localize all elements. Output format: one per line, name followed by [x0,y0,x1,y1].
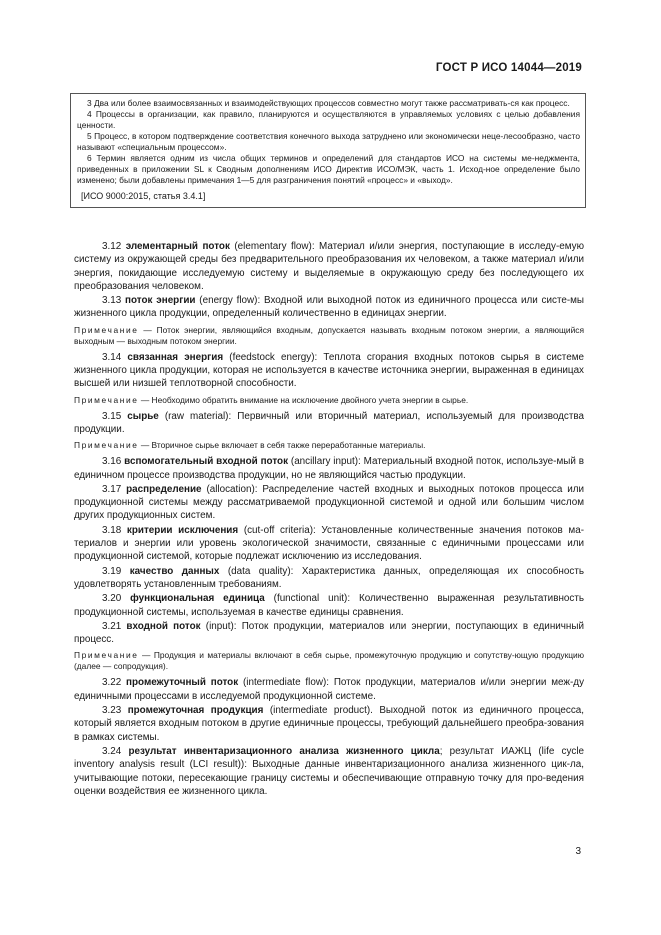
entry-term: распределение [126,483,202,495]
entry-definition: : Теплота сгорания входных потоков сырья в системе жизненного цикла продукции, которая не используется в качестве источника энергии, выраженная в единицах высшей или низшей теплотворной способности. [74,351,584,390]
entry-term: промежуточная продукция [127,705,264,717]
note-text: — Необходимо обратить внимание на исключение двойного учета энергии в сырье. [140,394,469,405]
entry-english: (intermediate flow) [242,677,327,689]
definition-entry [74,704,584,744]
note-label: Примечание [74,324,139,335]
entry-english: (allocation) [206,483,255,495]
entry-english: (functional unit) [273,593,348,605]
entry-number: 3.24 [102,745,122,757]
entry-note [74,395,584,406]
definition-entry [74,483,584,523]
definition-entry [74,455,584,482]
entry-term: функциональная единица [130,593,265,605]
entry-number: 3.21 [102,620,122,632]
entry-term: промежуточный поток [126,677,239,689]
entry-number: 3.23 [102,705,122,717]
entry-term: качество данных [129,565,220,577]
entry-number: 3.13 [102,295,122,307]
note-label: Примечание [74,440,139,451]
entry-definition: : Поток продукции, материалов или энергии, поступающих в единичный процесс. [74,620,585,646]
entry-english: (intermediate product) [269,705,371,717]
entry-note [74,440,584,451]
entry-number: 3.15 [102,410,122,422]
definition-entry [74,620,584,647]
entry-term: сырье [127,410,159,422]
entry-number: 3.12 [102,241,122,252]
entry-number: 3.16 [102,456,122,468]
definition-entry [74,240,584,293]
entry-english: (raw material) [164,410,229,422]
entry-term: элементарный поток [125,241,230,252]
entry-term: поток энергии [125,295,196,307]
box-note-4: 4 Процессы в организации, как правило, планируются и осуществляются в управляемых условиях с целью добавления ценности. [77,109,580,130]
note-label: Примечание [74,650,139,661]
entry-definition: : Характеристика данных, определяющая их способность удовлетворять установленным требованиям. [74,565,584,590]
entry-definition: : Количественно выраженная результативность продукционной системы, используемая в качестве единицы сравнения. [74,593,584,618]
definition-entry [74,524,584,564]
entry-english: (data quality) [227,565,291,577]
entry-english: (elementary flow) [234,241,312,252]
entry-number: 3.14 [102,351,122,363]
entry-number: 3.20 [102,593,122,605]
entry-number: 3.19 [102,565,122,577]
entry-definition: : Поток продукции, материалов и/или энергии меж-ду единичными процессами в исследуемой продукционной системе. [74,677,585,702]
page-number: 3 [575,846,581,857]
definition-entry [74,351,584,391]
entry-number: 3.18 [102,524,122,536]
entry-term: связанная энергия [127,351,224,363]
box-note-3: 3 Два или более взаимосвязанных и взаимодействующих процессов совместно могут также рассматривать-ся как процесс. [87,98,570,108]
note-text: — Вторичное сырье включает в себя также переработанные материалы. [140,440,426,451]
definition-entry [74,745,584,798]
entry-term: результат инвентаризационного анализа жизненного цикла [128,745,440,757]
notes-box [70,93,586,208]
note-text: — Поток энергии, являющийся входным, допускается называть входным потоком энергии, а являющийся выходным — выходным потоком энергии. [74,324,585,346]
standard-header: ГОСТ Р ИСО 14044—2019 [435,62,582,74]
entry-english: (input) [205,620,234,632]
box-note-5: 5 Процесс, в котором подтверждение соответствия конечного выхода затруднено или экономически неце-лесообразно, часто называют «специальным процессом». [77,131,580,152]
definition-entry [74,676,584,703]
entry-definition: : Материальный входной поток, используе-мый в единичном процессе производства продукции, но не являющийся частью продукции. [74,456,584,481]
entry-english: (ancillary input) [290,456,359,468]
definitions-list [74,240,584,799]
entry-definition: : Распределение частей входных и выходных потоков процесса или продукционной системы между рассматриваемой продукционной системой и одной или большим числом других продукционных систем. [74,483,585,522]
note-label: Примечание [74,394,139,405]
entry-number: 3.17 [102,483,122,495]
definition-entry [74,592,584,619]
entry-note [74,325,584,347]
entry-definition: : Первичный или вторичный материал, используемый для производства продукции. [74,410,584,435]
entry-english: ; результат ИАЖЦ (life cycle inventory analysis result (LCI result)) [74,745,585,771]
entry-number: 3.22 [102,677,122,689]
box-reference: [ИСО 9000:2015, статья 3.4.1] [81,191,206,201]
entry-note [74,650,584,672]
definition-entry [74,294,584,321]
entry-definition: . Выходной поток из единичного процесса, который является входным потоком в другие единичные процессы, требующий дальнейшего преобра-зования в рамках системы. [74,705,584,743]
entry-term: входной поток [126,620,201,632]
entry-english: (energy flow) [199,295,258,307]
entry-english: (feedstock energy) [229,351,315,363]
entry-english: (cut-off criteria) [243,524,313,536]
entry-definition: : Материал и/или энергия, поступающие в исследу-емую систему из окружающей среды без предварительного преобразования их человеком, а также материал и/или энергия, покидающие исследуемую систему и выделяемые в окружающую среду без последующего их преобразования человеком. [74,241,584,292]
box-note-6: 6 Термин является одним из числа общих терминов и определений для стандартов ИСО на системы ме-неджмента, приведенных в приложении SL к Сводным дополнениям ИСО Директив ИСО/МЭК, часть 1. Исход-ное определение было изменено; были добавлены примечания 1—5 для разграничения понятий «процесс» и «выход». [77,153,580,185]
definition-entry [74,410,584,437]
definition-entry [74,565,584,592]
note-text: — Продукция и материалы включают в себя сырье, промежуточную продукцию и сопутству-ющую продукцию (далее — сопродукция). [74,650,584,672]
entry-definition: : Установленные количественные значения потоков ма-териалов и энергии или уровень экологической значимости, связанные с единичными процессами или продукционной системой, которые подлежат исключению из исследования. [74,524,584,563]
entry-definition: : Выходные данные инвентаризационного анализа жизненного цик-ла, учитывающие потоки, пересекающие границу системы и обеспечивающие отправную точку для про-ведения оценки воздействия ее жизненного цикла. [74,759,585,797]
entry-term: критерии исключения [126,524,239,536]
entry-term: вспомогательный входной поток [124,456,289,468]
entry-definition: : Входной или выходной поток из единичного процесса или систе-мы жизненного цикла продукции, определенный количественно в единицах энергии. [74,295,585,320]
